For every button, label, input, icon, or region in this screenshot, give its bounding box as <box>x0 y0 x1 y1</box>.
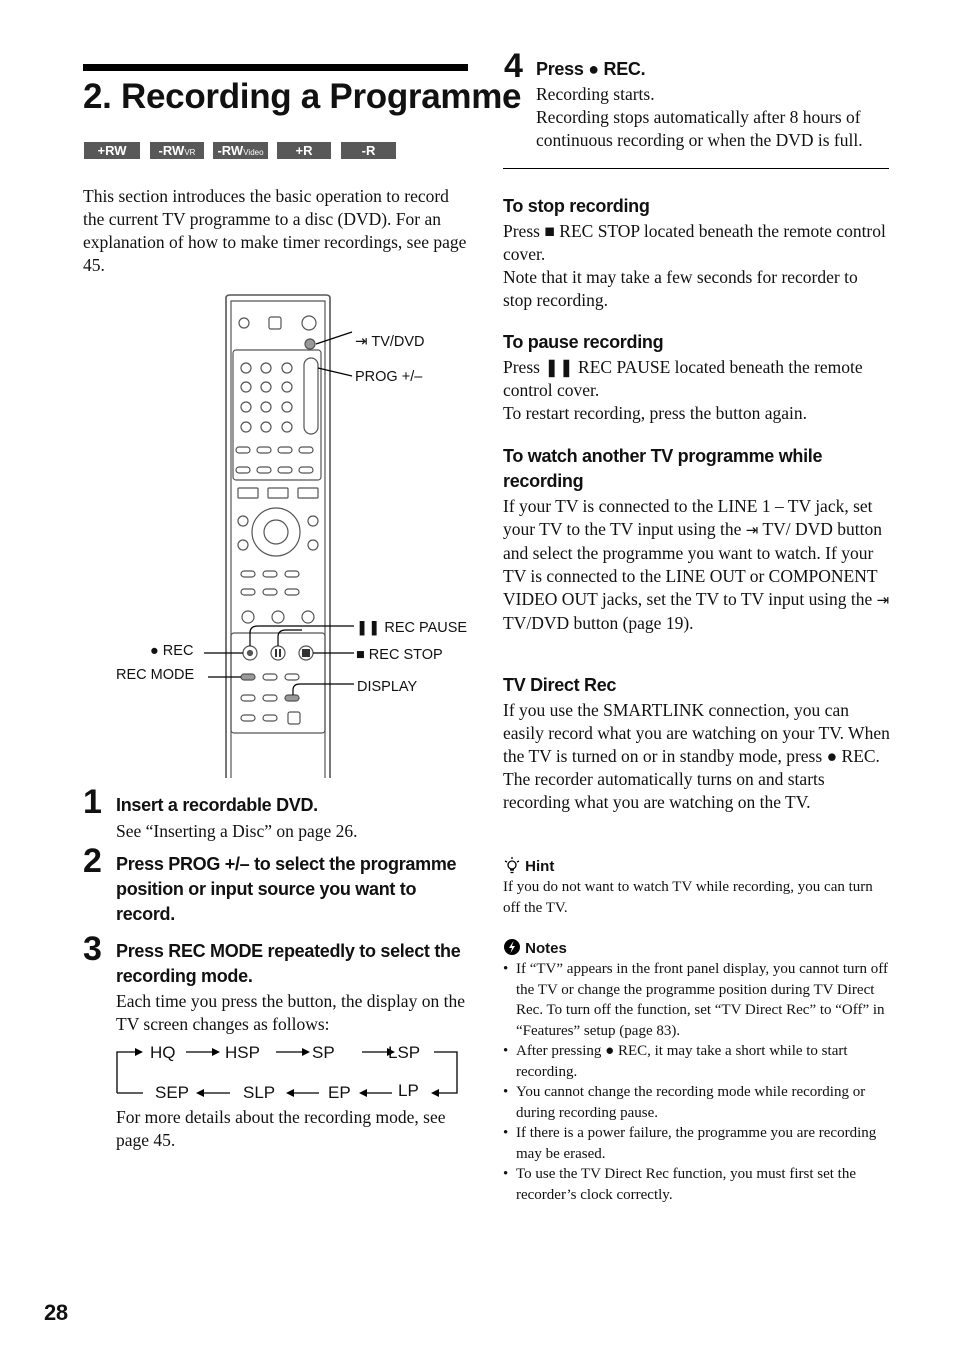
step-1-heading: Insert a recordable DVD. <box>116 795 318 815</box>
stop-icon: ■ <box>356 647 365 663</box>
badge-plus-rw: +RW <box>84 142 140 159</box>
pause-text-2: To restart recording, press the button again. <box>503 403 807 423</box>
hint-text: If you do not want to watch TV while recording, you can turn off the TV. <box>503 879 873 916</box>
label-display: DISPLAY <box>357 679 418 695</box>
note-icon <box>503 938 521 956</box>
notes-list <box>503 959 891 1205</box>
label-rec-pause: ❚❚ REC PAUSE <box>356 620 468 636</box>
page-number: 28 <box>44 1300 68 1325</box>
remote-control-illustration <box>90 292 470 778</box>
step-3-after-text: For more details about the recording mode, see page 45. <box>116 1107 446 1150</box>
note-item: • After pressing ● REC, it may take a short while to start recording. <box>503 1041 891 1082</box>
notes-heading: Notes <box>503 938 567 959</box>
mode-sp: SP <box>312 1043 335 1062</box>
mode-lsp: LSP <box>388 1043 421 1062</box>
intro-text: This section introduces the basic operation to record the current TV programme to a disc (DVD). For an explanation of how to make timer recordings, see page 45. <box>83 186 467 275</box>
record-icon: ● <box>605 1043 615 1059</box>
record-icon: ● <box>150 643 159 659</box>
mode-lp: LP <box>398 1081 419 1100</box>
page-title: 2. Recording a Programme <box>83 77 522 116</box>
mode-hq: HQ <box>150 1043 176 1062</box>
watch-text: If your TV is connected to the LINE 1 – TV jack, set your TV to the TV input using the ⇥ TV/ DVD button and select the programme you want to watch. If your TV is connected to the LINE OUT or COMPONENT VIDEO OUT jacks, set the TV to TV input using the ⇥ TV/DVD button (page 19). <box>503 496 890 633</box>
step-1-text: See “Inserting a Disc” on page 26. <box>116 821 358 841</box>
input-select-icon: ⇥ <box>745 521 759 539</box>
hint-heading: Hint <box>503 856 554 877</box>
step-4-number: 4 <box>504 47 523 85</box>
stop-text-2: Note that it may take a few seconds for recorder to stop recording. <box>503 267 858 310</box>
badge-minus-rw-vr: -RWVR <box>150 142 204 159</box>
badge-plus-r: +R <box>277 142 331 159</box>
step-4-heading: Press ● REC. <box>536 59 646 79</box>
pause-icon: ❚❚ <box>544 357 574 377</box>
step-2-number: 2 <box>83 842 102 880</box>
mode-slp: SLP <box>243 1083 276 1102</box>
stop-heading: To stop recording <box>503 196 650 216</box>
mode-hsp: HSP <box>225 1043 260 1062</box>
step-3-number: 3 <box>83 930 102 968</box>
note-item: • To use the TV Direct Rec function, you must first set the recorder’s clock correctly. <box>503 1164 891 1205</box>
direct-rec-text: If you use the SMARTLINK connection, you can easily record what you are watching on your TV. When the TV is turned on or in standby mode, press ● REC. The recorder automatically turns on and starts recording what you are watching on the TV. <box>503 700 890 812</box>
badge-minus-rw-video: -RWVideo <box>213 142 268 159</box>
pause-heading: To pause recording <box>503 332 664 352</box>
step-4-text-2: Recording stops automatically after 8 hours of continuous recording or when the DVD is full. <box>536 107 863 150</box>
step-1-number: 1 <box>83 783 102 821</box>
step-4-text-1: Recording starts. <box>536 84 655 104</box>
label-tv-dvd: ⇥ TV/DVD <box>355 332 425 350</box>
input-select-icon: ⇥ <box>355 332 368 350</box>
pause-icon: ❚❚ <box>356 620 381 636</box>
watch-heading: To watch another TV programme while recording <box>503 446 823 491</box>
label-rec-stop: ■ REC STOP <box>356 647 443 663</box>
step-2-heading: Press PROG +/– to select the programme position or input source you want to record. <box>116 854 457 924</box>
step-3-text: Each time you press the button, the display on the TV screen changes as follows: <box>116 991 465 1034</box>
note-item: • You cannot change the recording mode while recording or during recording pause. <box>503 1082 891 1123</box>
record-icon: ● <box>826 746 838 766</box>
stop-text-1: Press ■ REC STOP located beneath the remote control cover. <box>503 221 886 264</box>
label-rec: ● REC <box>150 643 194 659</box>
badge-minus-r: -R <box>341 142 396 159</box>
section-divider <box>503 168 889 169</box>
label-prog: PROG +/– <box>355 369 423 385</box>
direct-rec-heading: TV Direct Rec <box>503 675 617 695</box>
note-item: • If there is a power failure, the programme you are recording may be erased. <box>503 1123 891 1164</box>
mode-ep: EP <box>328 1083 351 1102</box>
label-rec-mode: REC MODE <box>116 667 195 683</box>
stop-icon: ■ <box>544 221 555 241</box>
step-3-heading: Press REC MODE repeatedly to select the recording mode. <box>116 941 461 986</box>
title-rule <box>83 64 468 71</box>
record-icon: ● <box>588 59 599 79</box>
note-item: • If “TV” appears in the front panel display, you cannot turn off the TV or change the programme position during TV Direct Rec. To turn off the function, set “TV Direct Rec” to “Off” in “Features” setup (page 83). <box>503 959 891 1041</box>
pause-text-1: Press ❚❚ REC PAUSE located beneath the remote control cover. <box>503 357 863 400</box>
mode-sep: SEP <box>155 1083 190 1102</box>
lightbulb-icon <box>503 856 521 874</box>
input-select-icon: ⇥ <box>876 591 890 609</box>
